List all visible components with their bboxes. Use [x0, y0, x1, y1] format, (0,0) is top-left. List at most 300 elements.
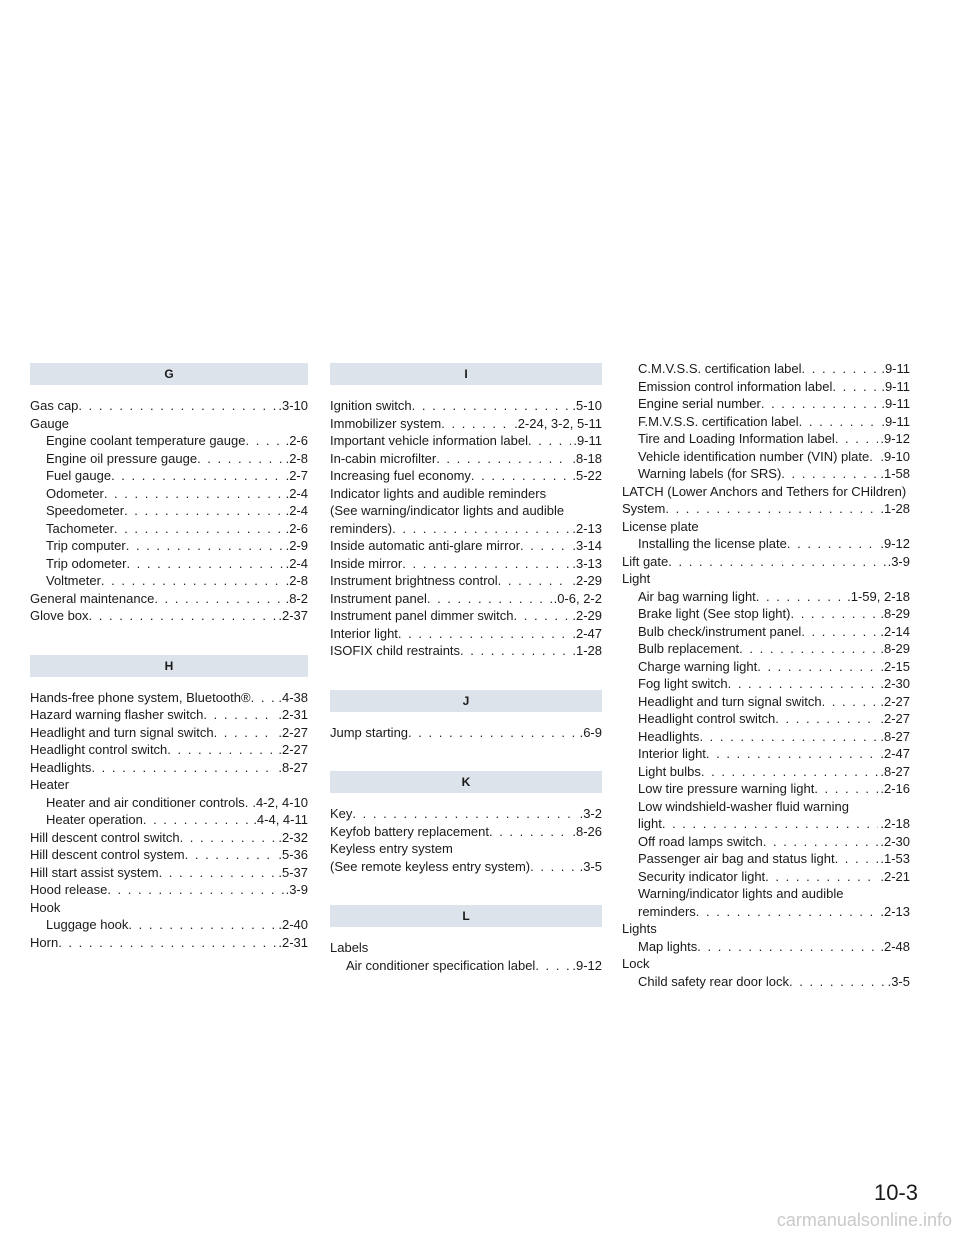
- section-letter-band: G: [30, 363, 308, 385]
- entry-text: light: [638, 816, 662, 831]
- entry-page-ref: .2-48: [880, 938, 910, 954]
- index-entry: [330, 555, 602, 573]
- entry-text: Map lights: [638, 938, 698, 954]
- entry-text: Tachometer: [46, 520, 114, 536]
- index-entry: [330, 858, 602, 876]
- entry-page-ref: .2-6: [285, 433, 308, 448]
- entry-page-ref: .2-30: [880, 833, 910, 849]
- index-section: [330, 363, 602, 660]
- entry-text: Vehicle identification number (VIN) plate: [638, 448, 870, 464]
- index-entry: [622, 885, 910, 903]
- index-entry: [622, 605, 910, 623]
- index-entry: [622, 938, 910, 956]
- index-entry: [330, 939, 602, 957]
- index-entry: [622, 868, 910, 886]
- index-entry: [622, 798, 910, 816]
- entry-page-ref: .8-26: [572, 823, 602, 839]
- index-entry: [30, 689, 308, 707]
- entry-text: (See remote keyless entry system): [330, 858, 531, 874]
- entry-page-ref: .3-2: [579, 806, 602, 821]
- index-entry: [30, 520, 308, 538]
- entry-text: Ignition switch: [330, 398, 412, 413]
- index-entry: [330, 520, 602, 538]
- entry-page-ref: .9-11: [573, 433, 602, 448]
- index-entry: [622, 640, 910, 658]
- index-entry: [30, 829, 308, 847]
- dot-leader: [775, 710, 878, 728]
- dot-leader: [167, 741, 276, 759]
- entry-text: F.M.V.S.S. certification label: [638, 413, 799, 429]
- index-entry: [30, 846, 308, 864]
- entry-text: Hill descent control switch: [30, 829, 180, 845]
- index-entry: [330, 840, 602, 858]
- entry-text: Light: [622, 571, 651, 586]
- entry-text: Off road lamps switch: [638, 833, 763, 849]
- section-letter-band: K: [330, 771, 602, 793]
- index-entry: [30, 776, 308, 794]
- entry-text: Fuel gauge: [46, 468, 112, 483]
- section-letter-band: J: [330, 690, 602, 712]
- entry-page-ref: .9-12: [572, 957, 602, 973]
- index-entry: [622, 378, 910, 396]
- dot-leader: [398, 625, 570, 643]
- entry-page-ref: .8-29: [880, 606, 910, 621]
- entry-page-ref: .1-59, 2-18: [847, 588, 910, 604]
- entry-text: Passenger air bag and status light: [638, 851, 835, 866]
- index-entry: [330, 397, 602, 415]
- index-entry: [622, 675, 910, 693]
- entry-text: Security indicator light: [638, 868, 766, 884]
- entry-text: Air conditioner specification label: [346, 957, 536, 973]
- entry-text: Hook: [30, 899, 61, 915]
- entry-text: Hill start assist system: [30, 864, 159, 880]
- entry-page-ref: .1-53: [880, 851, 910, 866]
- dot-leader: [668, 553, 885, 571]
- index-entry: [622, 430, 910, 448]
- entry-text: Interior light: [638, 746, 706, 761]
- entry-page-ref: .4-38: [278, 689, 308, 705]
- entry-text: Hood release: [30, 882, 108, 897]
- entry-page-ref: .2-6: [285, 520, 308, 536]
- index-entry: [622, 500, 910, 518]
- index-entry: [30, 881, 308, 899]
- index-entry: [330, 642, 602, 660]
- entry-page-ref: .9-12: [880, 431, 910, 446]
- dot-leader: [787, 535, 878, 553]
- entry-page-ref: .2-31: [278, 934, 308, 950]
- dot-leader: [835, 430, 879, 448]
- entry-text: Keyless entry system: [330, 841, 453, 856]
- entry-text: Immobilizer system: [330, 415, 442, 431]
- entry-page-ref: .2-13: [572, 520, 602, 536]
- index-entry: [30, 607, 308, 625]
- index-entry: [30, 415, 308, 433]
- entry-text: Fog light switch: [638, 676, 728, 691]
- dot-leader: [126, 555, 283, 573]
- index-entry: [330, 415, 602, 433]
- dot-leader: [535, 957, 570, 975]
- index-entry: [622, 623, 910, 641]
- index-entry: [30, 467, 308, 485]
- entry-text: Warning labels (for SRS): [638, 466, 782, 481]
- dot-leader: [89, 607, 277, 625]
- section-letter-band: L: [330, 905, 602, 927]
- dot-leader: [352, 805, 577, 823]
- index-entry: [622, 553, 910, 571]
- page-number: 10-3: [873, 1180, 918, 1205]
- dot-leader: [761, 395, 879, 413]
- entry-page-ref: .3-5: [579, 858, 602, 874]
- entry-page-ref: .2-31: [278, 707, 308, 722]
- entry-text: Tire and Loading Information label: [638, 431, 835, 446]
- dot-leader: [801, 623, 878, 641]
- entry-text: Trip computer: [46, 538, 126, 553]
- entry-text: Lights: [622, 921, 657, 936]
- index-entry: [30, 724, 308, 742]
- entry-text: Installing the license plate: [638, 536, 787, 551]
- dot-leader: [78, 397, 276, 415]
- index-column-2: [330, 363, 602, 1004]
- index-entry: [30, 934, 308, 952]
- index-entry: [330, 823, 602, 841]
- entry-text: Heater and air conditioner controls: [46, 794, 245, 810]
- entry-text: Voltmeter: [46, 573, 101, 588]
- entry-text: Inside mirror: [330, 555, 403, 571]
- entry-text: Engine coolant temperature gauge: [46, 433, 246, 448]
- dot-leader: [706, 745, 878, 763]
- index-entry: [30, 864, 308, 882]
- dot-leader: [460, 642, 570, 660]
- entry-page-ref: .2-21: [880, 868, 910, 884]
- entry-text: reminders: [638, 903, 696, 919]
- entry-text: Headlight and turn signal switch: [30, 724, 214, 740]
- dot-leader: [832, 378, 879, 396]
- dot-leader: [114, 520, 284, 538]
- entry-page-ref: .0-6, 2-2: [553, 590, 602, 606]
- dot-leader: [402, 555, 570, 573]
- entry-text: Hands-free phone system, Bluetooth®: [30, 689, 251, 705]
- dot-leader: [696, 903, 879, 921]
- index-entry: [330, 450, 602, 468]
- entry-text: Trip odometer: [46, 555, 127, 571]
- entry-text: Low tire pressure warning light: [638, 781, 815, 796]
- index-entry: [622, 413, 910, 431]
- entry-text: Bulb replacement: [638, 641, 740, 656]
- entry-text: Important vehicle information label: [330, 433, 528, 448]
- entry-page-ref: .8-27: [880, 763, 910, 779]
- entry-page-ref: .2-29: [572, 573, 602, 588]
- index-entry: [330, 432, 602, 450]
- index-entry: [30, 397, 308, 415]
- entry-page-ref: .5-37: [278, 864, 308, 880]
- dot-leader: [701, 763, 878, 781]
- entry-page-ref: .2-37: [278, 608, 308, 623]
- entry-text: Heater operation: [46, 812, 143, 827]
- index-entry: [30, 502, 308, 520]
- entry-text: Key: [330, 806, 353, 821]
- dot-leader: [107, 881, 283, 899]
- entry-page-ref: .2-47: [880, 746, 910, 761]
- entry-text: License plate: [622, 518, 699, 534]
- entry-text: Instrument panel dimmer switch: [330, 608, 514, 623]
- entry-page-ref: .8-2: [285, 590, 308, 606]
- entry-text: Jump starting: [330, 724, 409, 740]
- entry-text: Charge warning light: [638, 658, 758, 674]
- dot-leader: [765, 868, 878, 886]
- dot-leader: [822, 693, 879, 711]
- index-entry: [622, 920, 910, 938]
- entry-page-ref: .2-16: [880, 781, 910, 796]
- dot-leader: [802, 360, 880, 378]
- entry-text: Indicator lights and audible reminders: [330, 485, 547, 501]
- dot-leader: [530, 858, 577, 876]
- entry-page-ref: .2-32: [278, 829, 308, 845]
- dot-leader: [739, 640, 878, 658]
- entry-text: reminders): [330, 520, 393, 536]
- dot-leader: [91, 759, 276, 777]
- entry-text: Headlight control switch: [638, 711, 776, 726]
- entry-page-ref: .2-40: [278, 917, 308, 932]
- index-entry: [30, 590, 308, 608]
- entry-text: Instrument panel: [330, 590, 427, 606]
- dot-leader: [412, 397, 571, 415]
- entry-text: Lock: [622, 956, 650, 971]
- index-entry: [622, 728, 910, 746]
- entry-text: Bulb check/instrument panel: [638, 623, 802, 639]
- index-entry: [30, 537, 308, 555]
- index-entry: [30, 916, 308, 934]
- entry-page-ref: .9-10: [880, 448, 910, 464]
- entry-text: Headlights: [638, 728, 700, 744]
- dot-leader: [104, 485, 284, 503]
- entry-page-ref: .2-27: [278, 742, 308, 757]
- index-entry: [622, 658, 910, 676]
- index-entry: [330, 572, 602, 590]
- dot-leader: [835, 850, 879, 868]
- entry-text: Speedometer: [46, 503, 125, 518]
- dot-leader: [699, 728, 878, 746]
- index-entry: [622, 483, 910, 501]
- dot-leader: [143, 811, 251, 829]
- entry-text: Engine serial number: [638, 396, 761, 411]
- entry-text: Engine oil pressure gauge: [46, 450, 198, 466]
- index-entry: [330, 502, 602, 520]
- index-entry: [622, 745, 910, 763]
- entry-page-ref: .3-5: [887, 973, 910, 989]
- index-entry: [30, 432, 308, 450]
- entry-page-ref: .8-27: [278, 759, 308, 775]
- dot-leader: [728, 675, 879, 693]
- dot-leader: [185, 846, 277, 864]
- entry-page-ref: .2-9: [285, 538, 308, 553]
- entry-page-ref: .3-10: [278, 398, 308, 413]
- section-letter-band: I: [330, 363, 602, 385]
- dot-leader: [214, 724, 277, 742]
- entry-page-ref: .2-18: [880, 816, 910, 831]
- watermark: carmanualsonline.info: [776, 1210, 952, 1230]
- entry-page-ref: .9-11: [881, 396, 910, 411]
- entry-text: In-cabin microfilter: [330, 450, 437, 466]
- index-column-3: [622, 360, 910, 1020]
- index-entry: [30, 899, 308, 917]
- dot-leader: [520, 537, 570, 555]
- entry-text: Headlight control switch: [30, 742, 168, 757]
- dot-leader: [498, 572, 571, 590]
- entry-page-ref: .2-4: [285, 555, 308, 571]
- dot-leader: [111, 467, 284, 485]
- index-entry: [330, 537, 602, 555]
- entry-text: Low windshield-washer fluid warning: [638, 798, 849, 814]
- entry-page-ref: .2-27: [278, 724, 308, 740]
- index-section: [330, 771, 602, 875]
- entry-text: Gauge: [30, 415, 70, 431]
- dot-leader: [436, 450, 570, 468]
- entry-page-ref: .3-9: [887, 553, 910, 569]
- index-entry: [622, 360, 910, 378]
- dot-leader: [471, 467, 570, 485]
- entry-text: Interior light: [330, 625, 398, 641]
- entry-page-ref: .4-2, 4-10: [252, 794, 308, 810]
- dot-leader: [756, 588, 845, 606]
- index-entry: [622, 850, 910, 868]
- entry-text: Headlight and turn signal switch: [638, 693, 822, 709]
- index-entry: [30, 572, 308, 590]
- index-entry: [330, 957, 602, 975]
- entry-text: C.M.V.S.S. certification label: [638, 361, 802, 376]
- entry-text: Glove box: [30, 608, 89, 623]
- entry-page-ref: .9-11: [881, 378, 910, 394]
- index-section: [622, 360, 910, 990]
- dot-leader: [662, 815, 879, 833]
- entry-text: Air bag warning light: [638, 588, 756, 604]
- index-entry: [622, 395, 910, 413]
- index-entry: [622, 780, 910, 798]
- entry-text: Inside automatic anti-glare mirror: [330, 538, 521, 553]
- entry-text: Child safety rear door lock: [638, 973, 790, 989]
- dot-leader: [790, 605, 878, 623]
- entry-page-ref: .8-27: [880, 728, 910, 744]
- entry-page-ref: .2-47: [572, 625, 602, 641]
- entry-text: Labels: [330, 940, 369, 955]
- entry-text: System: [622, 501, 666, 516]
- index-entry: [622, 815, 910, 833]
- dot-leader: [665, 500, 878, 518]
- dot-leader: [514, 607, 571, 625]
- dot-leader: [126, 537, 284, 555]
- dot-leader: [392, 520, 570, 538]
- index-entry: [330, 607, 602, 625]
- dot-leader: [159, 864, 277, 882]
- dot-leader: [203, 706, 276, 724]
- entry-page-ref: .9-11: [881, 361, 910, 376]
- index-entry: [30, 485, 308, 503]
- index-entry: [30, 759, 308, 777]
- entry-page-ref: .2-15: [880, 658, 910, 674]
- index-entry: [330, 625, 602, 643]
- dot-leader: [869, 448, 878, 466]
- index-entry: [30, 741, 308, 759]
- index-entry: [30, 450, 308, 468]
- entry-page-ref: .2-13: [880, 903, 910, 919]
- index-entry: [622, 693, 910, 711]
- index-entry: [622, 448, 910, 466]
- entry-text: Keyfob battery replacement: [330, 823, 489, 839]
- entry-page-ref: .9-11: [881, 413, 910, 429]
- entry-page-ref: .2-24, 3-2, 5-11: [514, 415, 602, 431]
- entry-page-ref: .2-30: [880, 676, 910, 691]
- entry-page-ref: .8-29: [880, 641, 910, 656]
- entry-text: Hazard warning flasher switch: [30, 707, 204, 722]
- entry-page-ref: .9-12: [880, 536, 910, 551]
- dot-leader: [528, 432, 571, 450]
- index-section: [330, 690, 602, 742]
- entry-page-ref: .8-18: [572, 450, 602, 466]
- dot-leader: [789, 973, 886, 991]
- index-section: [30, 363, 308, 625]
- index-entry: [30, 706, 308, 724]
- entry-page-ref: .3-13: [572, 555, 602, 571]
- entry-page-ref: .3-9: [285, 882, 308, 897]
- entry-text: Instrument brightness control: [330, 573, 498, 588]
- index-entry: [30, 794, 308, 812]
- dot-leader: [124, 502, 284, 520]
- index-entry: [622, 710, 910, 728]
- entry-text: Heater: [30, 777, 70, 792]
- entry-page-ref: .4-4, 4-11: [253, 812, 308, 827]
- entry-text: Luggage hook: [46, 917, 129, 932]
- entry-page-ref: .2-4: [285, 485, 308, 501]
- entry-text: Light bulbs: [638, 763, 701, 779]
- dot-leader: [781, 465, 878, 483]
- dot-leader: [128, 916, 276, 934]
- dot-leader: [757, 658, 878, 676]
- entry-page-ref: .1-28: [572, 643, 602, 658]
- dot-leader: [251, 689, 277, 707]
- entry-page-ref: .2-14: [880, 623, 910, 639]
- index-entry: [622, 973, 910, 991]
- entry-page-ref: .2-29: [572, 608, 602, 623]
- entry-page-ref: .2-8: [285, 450, 308, 466]
- entry-text: Hill descent control system: [30, 847, 185, 862]
- dot-leader: [489, 823, 570, 841]
- index-entry: [330, 485, 602, 503]
- dot-leader: [799, 413, 880, 431]
- dot-leader: [697, 938, 878, 956]
- dot-leader: [763, 833, 879, 851]
- dot-leader: [154, 590, 283, 608]
- index-entry: [330, 805, 602, 823]
- index-entry: [330, 724, 602, 742]
- entry-page-ref: .1-28: [880, 501, 910, 516]
- entry-text: Gas cap: [30, 398, 79, 413]
- entry-page-ref: .2-27: [880, 693, 910, 709]
- entry-page-ref: .2-8: [285, 573, 308, 588]
- dot-leader: [441, 415, 512, 433]
- entry-page-ref: .2-7: [285, 468, 308, 483]
- index-entry: [622, 518, 910, 536]
- dot-leader: [180, 829, 277, 847]
- entry-page-ref: .5-36: [278, 847, 308, 862]
- entry-text: LATCH (Lower Anchors and Tethers for CHildren): [622, 483, 907, 499]
- entry-text: Horn: [30, 934, 59, 950]
- entry-page-ref: .6-9: [579, 724, 602, 740]
- entry-page-ref: .5-10: [572, 398, 602, 413]
- entry-page-ref: .5-22: [572, 468, 602, 483]
- entry-text: Brake light (See stop light): [638, 606, 791, 621]
- entry-text: Warning/indicator lights and audible: [638, 886, 844, 901]
- index-column-1: [30, 363, 308, 981]
- entry-page-ref: .2-4: [285, 503, 308, 518]
